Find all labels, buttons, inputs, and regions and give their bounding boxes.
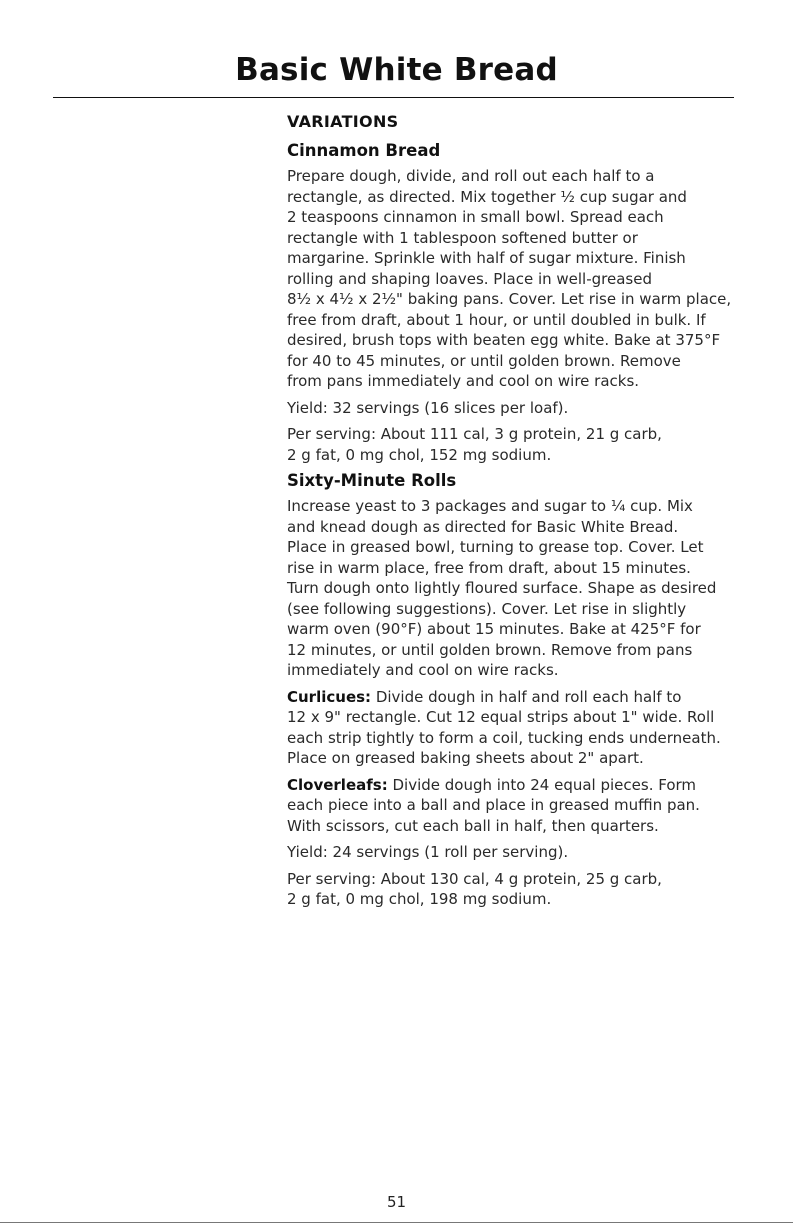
sixty-minute-rolls-nutrition: Per serving: About 130 cal, 4 g protein, 25 g carb, 2 g fat, 0 mg chol, 198 mg sodium. <box>287 869 662 908</box>
curlicues-label: Curlicues: <box>287 687 372 706</box>
recipe-variations <box>287 112 793 916</box>
cinnamon-bread-instructions: Prepare dough, divide, and roll out each half to a rectangle, as directed. Mix together ¹⁄₂ cup sugar and 2 teaspoons cinnamon in small bowl. Spread each rectangle with 1 tablespoon softened butter or margarine. Sprinkle with half of sugar mixture. Finish rolling and shaping loaves. Place in well-greased 8¹⁄₂ x 4¹⁄₂ x 2¹⁄₂" baking pans. Cover. Let rise in warm place, free from draft, about 1 hour, or until doubled in bulk. If desired, brush tops with beaten egg white. Bake at 375°F for 40 to 45 minutes, or until golden brown. Remove from pans immediately and cool on wire racks. <box>287 167 732 390</box>
cinnamon-bread-nutrition: Per serving: About 111 cal, 3 g protein, 21 g carb, 2 g fat, 0 mg chol, 152 mg sodium. <box>287 425 662 464</box>
cloverleafs-text: Divide dough into 24 equal pieces. Form each piece into a ball and place in greased muffin pan. With scissors, cut each ball in half, then quarters. <box>287 775 700 835</box>
cinnamon-bread-heading: Cinnamon Bread <box>287 141 441 160</box>
sixty-minute-rolls-instructions: Increase yeast to 3 packages and sugar to ¹⁄₄ cup. Mix and knead dough as directed for Basic White Bread. Place in greased bowl, turning to grease top. Cover. Let rise in warm place, free from draft, about 15 minutes. Turn dough onto lightly floured surface. Shape as desired (see following suggestions). Cover. Let rise in slightly warm oven (90°F) about 15 minutes. Bake at 425°F for 12 minutes, or until golden brown. Remove from pans immediately and cool on wire racks. <box>287 497 717 679</box>
page-bottom-edge <box>0 1222 793 1223</box>
sixty-minute-rolls-heading: Sixty-Minute Rolls <box>287 471 457 490</box>
cloverleafs-instructions <box>287 775 793 837</box>
curlicues-text: Divide dough in half and roll each half to 12 x 9" rectangle. Cut 12 equal strips about 1" wide. Roll each strip tightly to form a coil, tucking ends underneath. Place on greased baking sheets about 2" apart. <box>287 687 721 767</box>
title-divider <box>53 97 734 98</box>
page-title: Basic White Bread <box>235 52 558 88</box>
page-number: 51 <box>386 1193 407 1211</box>
cloverleafs-label: Cloverleafs: <box>287 775 388 794</box>
curlicues-instructions <box>287 687 793 769</box>
cinnamon-bread-yield: Yield: 32 servings (16 slices per loaf). <box>287 398 569 417</box>
sixty-minute-rolls-yield: Yield: 24 servings (1 roll per serving). <box>287 843 569 861</box>
variations-heading: VARIATIONS <box>287 112 399 131</box>
